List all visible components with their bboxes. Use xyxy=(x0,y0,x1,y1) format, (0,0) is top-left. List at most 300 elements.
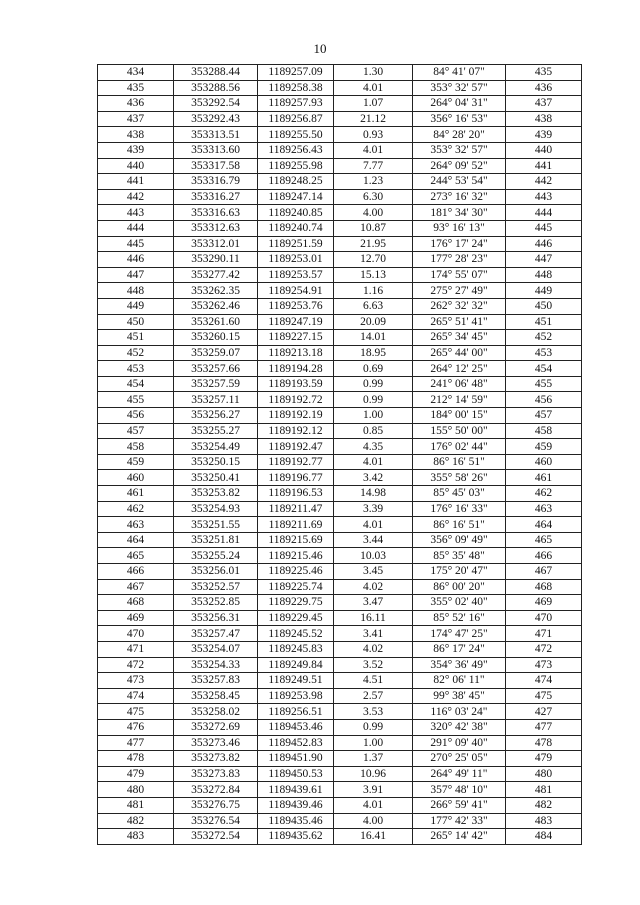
cell-x-coordinate: 353312.63 xyxy=(174,220,258,236)
cell-next-point: 457 xyxy=(506,408,582,424)
cell-bearing: 99° 38' 45" xyxy=(413,688,506,704)
cell-distance: 4.51 xyxy=(334,673,413,689)
cell-next-point: 470 xyxy=(506,610,582,626)
cell-y-coordinate: 1189256.87 xyxy=(258,111,334,127)
cell-x-coordinate: 353260.15 xyxy=(174,330,258,346)
cell-x-coordinate: 353273.83 xyxy=(174,766,258,782)
cell-x-coordinate: 353273.46 xyxy=(174,735,258,751)
cell-x-coordinate: 353254.33 xyxy=(174,657,258,673)
table-row xyxy=(98,220,582,236)
cell-next-point: 481 xyxy=(506,782,582,798)
cell-point-number: 453 xyxy=(98,361,174,377)
cell-x-coordinate: 353272.54 xyxy=(174,829,258,845)
cell-point-number: 450 xyxy=(98,314,174,330)
cell-x-coordinate: 353256.31 xyxy=(174,610,258,626)
cell-distance: 4.01 xyxy=(334,517,413,533)
cell-x-coordinate: 353316.27 xyxy=(174,189,258,205)
cell-point-number: 474 xyxy=(98,688,174,704)
cell-next-point: 455 xyxy=(506,376,582,392)
table-row xyxy=(98,735,582,751)
cell-x-coordinate: 353288.56 xyxy=(174,80,258,96)
table-row xyxy=(98,797,582,813)
table-row xyxy=(98,688,582,704)
cell-next-point: 469 xyxy=(506,595,582,611)
cell-next-point: 478 xyxy=(506,735,582,751)
cell-y-coordinate: 1189453.46 xyxy=(258,719,334,735)
cell-bearing: 116° 03' 24" xyxy=(413,704,506,720)
cell-x-coordinate: 353253.82 xyxy=(174,486,258,502)
table-row xyxy=(98,65,582,81)
table-row xyxy=(98,189,582,205)
cell-distance: 3.53 xyxy=(334,704,413,720)
cell-y-coordinate: 1189229.45 xyxy=(258,610,334,626)
cell-y-coordinate: 1189439.46 xyxy=(258,797,334,813)
cell-bearing: 85° 52' 16" xyxy=(413,610,506,626)
cell-bearing: 264° 49' 11" xyxy=(413,766,506,782)
cell-bearing: 86° 16' 51" xyxy=(413,517,506,533)
cell-next-point: 440 xyxy=(506,142,582,158)
cell-x-coordinate: 353251.81 xyxy=(174,532,258,548)
table-row xyxy=(98,517,582,533)
table-row xyxy=(98,392,582,408)
cell-next-point: 465 xyxy=(506,532,582,548)
cell-y-coordinate: 1189215.69 xyxy=(258,532,334,548)
cell-bearing: 174° 55' 07" xyxy=(413,267,506,283)
cell-distance: 4.01 xyxy=(334,80,413,96)
table-row xyxy=(98,719,582,735)
cell-point-number: 470 xyxy=(98,626,174,642)
cell-bearing: 85° 45' 03" xyxy=(413,486,506,502)
cell-point-number: 468 xyxy=(98,595,174,611)
cell-x-coordinate: 353259.07 xyxy=(174,345,258,361)
cell-point-number: 463 xyxy=(98,517,174,533)
cell-point-number: 443 xyxy=(98,205,174,221)
cell-next-point: 463 xyxy=(506,501,582,517)
table-row xyxy=(98,345,582,361)
cell-point-number: 475 xyxy=(98,704,174,720)
cell-distance: 3.45 xyxy=(334,564,413,580)
cell-bearing: 353° 32' 57" xyxy=(413,80,506,96)
cell-y-coordinate: 1189192.12 xyxy=(258,423,334,439)
cell-distance: 1.23 xyxy=(334,174,413,190)
cell-next-point: 447 xyxy=(506,252,582,268)
cell-point-number: 447 xyxy=(98,267,174,283)
cell-next-point: 454 xyxy=(506,361,582,377)
cell-point-number: 445 xyxy=(98,236,174,252)
cell-x-coordinate: 353257.83 xyxy=(174,673,258,689)
cell-y-coordinate: 1189211.47 xyxy=(258,501,334,517)
cell-next-point: 443 xyxy=(506,189,582,205)
cell-point-number: 482 xyxy=(98,813,174,829)
cell-y-coordinate: 1189257.93 xyxy=(258,96,334,112)
cell-point-number: 441 xyxy=(98,174,174,190)
table-row xyxy=(98,641,582,657)
cell-bearing: 320° 42' 38" xyxy=(413,719,506,735)
cell-bearing: 355° 02' 40" xyxy=(413,595,506,611)
cell-x-coordinate: 353316.63 xyxy=(174,205,258,221)
cell-y-coordinate: 1189249.51 xyxy=(258,673,334,689)
table-row xyxy=(98,330,582,346)
table-row xyxy=(98,423,582,439)
cell-distance: 21.12 xyxy=(334,111,413,127)
cell-next-point: 466 xyxy=(506,548,582,564)
cell-bearing: 86° 16' 51" xyxy=(413,454,506,470)
cell-bearing: 265° 14' 42" xyxy=(413,829,506,845)
cell-y-coordinate: 1189193.59 xyxy=(258,376,334,392)
cell-next-point: 472 xyxy=(506,641,582,657)
cell-distance: 1.00 xyxy=(334,735,413,751)
cell-y-coordinate: 1189451.90 xyxy=(258,751,334,767)
cell-y-coordinate: 1189254.91 xyxy=(258,283,334,299)
cell-y-coordinate: 1189240.74 xyxy=(258,220,334,236)
cell-bearing: 356° 09' 49" xyxy=(413,532,506,548)
cell-bearing: 355° 58' 26" xyxy=(413,470,506,486)
table-row xyxy=(98,408,582,424)
table-row xyxy=(98,532,582,548)
table-row xyxy=(98,96,582,112)
cell-distance: 10.96 xyxy=(334,766,413,782)
cell-next-point: 473 xyxy=(506,657,582,673)
cell-bearing: 155° 50' 00" xyxy=(413,423,506,439)
cell-bearing: 212° 14' 59" xyxy=(413,392,506,408)
cell-point-number: 462 xyxy=(98,501,174,517)
cell-x-coordinate: 353257.11 xyxy=(174,392,258,408)
cell-y-coordinate: 1189257.09 xyxy=(258,65,334,81)
cell-y-coordinate: 1189229.75 xyxy=(258,595,334,611)
cell-y-coordinate: 1189253.01 xyxy=(258,252,334,268)
table-row xyxy=(98,470,582,486)
cell-x-coordinate: 353292.54 xyxy=(174,96,258,112)
cell-distance: 0.99 xyxy=(334,376,413,392)
table-row xyxy=(98,80,582,96)
cell-distance: 18.95 xyxy=(334,345,413,361)
cell-x-coordinate: 353262.35 xyxy=(174,283,258,299)
cell-bearing: 181° 34' 30" xyxy=(413,205,506,221)
cell-point-number: 448 xyxy=(98,283,174,299)
cell-bearing: 264° 09' 52" xyxy=(413,158,506,174)
cell-bearing: 177° 28' 23" xyxy=(413,252,506,268)
cell-x-coordinate: 353257.66 xyxy=(174,361,258,377)
cell-distance: 16.11 xyxy=(334,610,413,626)
cell-distance: 3.41 xyxy=(334,626,413,642)
cell-point-number: 479 xyxy=(98,766,174,782)
cell-point-number: 466 xyxy=(98,564,174,580)
table-row xyxy=(98,751,582,767)
cell-point-number: 451 xyxy=(98,330,174,346)
cell-y-coordinate: 1189215.46 xyxy=(258,548,334,564)
cell-distance: 10.03 xyxy=(334,548,413,564)
cell-point-number: 483 xyxy=(98,829,174,845)
cell-next-point: 453 xyxy=(506,345,582,361)
cell-bearing: 262° 32' 32" xyxy=(413,298,506,314)
cell-y-coordinate: 1189452.83 xyxy=(258,735,334,751)
cell-y-coordinate: 1189196.53 xyxy=(258,486,334,502)
cell-y-coordinate: 1189245.83 xyxy=(258,641,334,657)
cell-distance: 3.44 xyxy=(334,532,413,548)
cell-bearing: 84° 41' 07" xyxy=(413,65,506,81)
table-row xyxy=(98,564,582,580)
cell-y-coordinate: 1189192.19 xyxy=(258,408,334,424)
table-body xyxy=(98,65,582,845)
cell-point-number: 476 xyxy=(98,719,174,735)
cell-bearing: 86° 00' 20" xyxy=(413,579,506,595)
cell-bearing: 356° 16' 53" xyxy=(413,111,506,127)
cell-x-coordinate: 353277.42 xyxy=(174,267,258,283)
table-row xyxy=(98,267,582,283)
cell-next-point: 456 xyxy=(506,392,582,408)
cell-y-coordinate: 1189225.46 xyxy=(258,564,334,580)
cell-x-coordinate: 353250.15 xyxy=(174,454,258,470)
table-row xyxy=(98,142,582,158)
cell-bearing: 176° 16' 33" xyxy=(413,501,506,517)
cell-x-coordinate: 353276.54 xyxy=(174,813,258,829)
cell-distance: 1.30 xyxy=(334,65,413,81)
cell-y-coordinate: 1189258.38 xyxy=(258,80,334,96)
cell-distance: 0.85 xyxy=(334,423,413,439)
table-row xyxy=(98,174,582,190)
cell-distance: 4.02 xyxy=(334,579,413,595)
cell-distance: 0.99 xyxy=(334,392,413,408)
table-row xyxy=(98,595,582,611)
cell-y-coordinate: 1189247.14 xyxy=(258,189,334,205)
cell-y-coordinate: 1189435.62 xyxy=(258,829,334,845)
coordinates-table xyxy=(97,64,582,845)
table-row xyxy=(98,766,582,782)
cell-distance: 6.30 xyxy=(334,189,413,205)
cell-bearing: 265° 51' 41" xyxy=(413,314,506,330)
table-row xyxy=(98,127,582,143)
cell-distance: 3.47 xyxy=(334,595,413,611)
cell-bearing: 93° 16' 13" xyxy=(413,220,506,236)
cell-x-coordinate: 353276.75 xyxy=(174,797,258,813)
cell-x-coordinate: 353254.93 xyxy=(174,501,258,517)
cell-distance: 2.57 xyxy=(334,688,413,704)
cell-bearing: 264° 04' 31" xyxy=(413,96,506,112)
cell-next-point: 460 xyxy=(506,454,582,470)
cell-x-coordinate: 353261.60 xyxy=(174,314,258,330)
cell-distance: 1.16 xyxy=(334,283,413,299)
cell-x-coordinate: 353273.82 xyxy=(174,751,258,767)
cell-next-point: 484 xyxy=(506,829,582,845)
cell-distance: 21.95 xyxy=(334,236,413,252)
table-row xyxy=(98,501,582,517)
cell-x-coordinate: 353258.45 xyxy=(174,688,258,704)
table-row xyxy=(98,548,582,564)
cell-x-coordinate: 353254.49 xyxy=(174,439,258,455)
table-row xyxy=(98,236,582,252)
cell-next-point: 436 xyxy=(506,80,582,96)
cell-y-coordinate: 1189450.53 xyxy=(258,766,334,782)
cell-next-point: 459 xyxy=(506,439,582,455)
cell-bearing: 273° 16' 32" xyxy=(413,189,506,205)
cell-next-point: 441 xyxy=(506,158,582,174)
cell-bearing: 265° 34' 45" xyxy=(413,330,506,346)
cell-x-coordinate: 353272.69 xyxy=(174,719,258,735)
cell-distance: 3.52 xyxy=(334,657,413,673)
cell-distance: 7.77 xyxy=(334,158,413,174)
cell-next-point: 477 xyxy=(506,719,582,735)
cell-x-coordinate: 353313.51 xyxy=(174,127,258,143)
cell-distance: 0.69 xyxy=(334,361,413,377)
table-row xyxy=(98,610,582,626)
cell-point-number: 472 xyxy=(98,657,174,673)
cell-y-coordinate: 1189249.84 xyxy=(258,657,334,673)
table-row xyxy=(98,673,582,689)
cell-point-number: 473 xyxy=(98,673,174,689)
cell-y-coordinate: 1189192.72 xyxy=(258,392,334,408)
table-row xyxy=(98,314,582,330)
cell-x-coordinate: 353288.44 xyxy=(174,65,258,81)
table-row xyxy=(98,158,582,174)
cell-bearing: 275° 27' 49" xyxy=(413,283,506,299)
cell-next-point: 452 xyxy=(506,330,582,346)
cell-next-point: 442 xyxy=(506,174,582,190)
cell-bearing: 176° 17' 24" xyxy=(413,236,506,252)
cell-next-point: 480 xyxy=(506,766,582,782)
cell-point-number: 437 xyxy=(98,111,174,127)
cell-point-number: 477 xyxy=(98,735,174,751)
cell-next-point: 461 xyxy=(506,470,582,486)
cell-x-coordinate: 353272.84 xyxy=(174,782,258,798)
cell-point-number: 481 xyxy=(98,797,174,813)
table-row xyxy=(98,657,582,673)
cell-bearing: 86° 17' 24" xyxy=(413,641,506,657)
table-row xyxy=(98,486,582,502)
cell-distance: 6.63 xyxy=(334,298,413,314)
cell-distance: 14.98 xyxy=(334,486,413,502)
cell-x-coordinate: 353256.01 xyxy=(174,564,258,580)
cell-x-coordinate: 353250.41 xyxy=(174,470,258,486)
cell-x-coordinate: 353317.58 xyxy=(174,158,258,174)
cell-y-coordinate: 1189435.46 xyxy=(258,813,334,829)
cell-point-number: 461 xyxy=(98,486,174,502)
cell-x-coordinate: 353290.11 xyxy=(174,252,258,268)
table-row xyxy=(98,205,582,221)
cell-next-point: 446 xyxy=(506,236,582,252)
cell-x-coordinate: 353255.27 xyxy=(174,423,258,439)
cell-next-point: 475 xyxy=(506,688,582,704)
cell-bearing: 357° 48' 10" xyxy=(413,782,506,798)
cell-next-point: 468 xyxy=(506,579,582,595)
cell-y-coordinate: 1189253.76 xyxy=(258,298,334,314)
cell-distance: 4.01 xyxy=(334,142,413,158)
cell-distance: 3.42 xyxy=(334,470,413,486)
cell-y-coordinate: 1189256.43 xyxy=(258,142,334,158)
cell-point-number: 452 xyxy=(98,345,174,361)
cell-x-coordinate: 353255.24 xyxy=(174,548,258,564)
table-row xyxy=(98,782,582,798)
cell-x-coordinate: 353252.85 xyxy=(174,595,258,611)
cell-distance: 4.02 xyxy=(334,641,413,657)
table-row xyxy=(98,704,582,720)
cell-bearing: 85° 35' 48" xyxy=(413,548,506,564)
cell-x-coordinate: 353256.27 xyxy=(174,408,258,424)
cell-bearing: 265° 44' 00" xyxy=(413,345,506,361)
cell-distance: 4.00 xyxy=(334,813,413,829)
cell-distance: 4.01 xyxy=(334,454,413,470)
cell-bearing: 174° 47' 25" xyxy=(413,626,506,642)
table-row xyxy=(98,439,582,455)
cell-bearing: 177° 42' 33" xyxy=(413,813,506,829)
cell-y-coordinate: 1189192.77 xyxy=(258,454,334,470)
cell-point-number: 456 xyxy=(98,408,174,424)
cell-distance: 15.13 xyxy=(334,267,413,283)
cell-next-point: 479 xyxy=(506,751,582,767)
cell-point-number: 454 xyxy=(98,376,174,392)
cell-x-coordinate: 353254.07 xyxy=(174,641,258,657)
cell-x-coordinate: 353262.46 xyxy=(174,298,258,314)
cell-next-point: 464 xyxy=(506,517,582,533)
cell-next-point: 439 xyxy=(506,127,582,143)
table-row xyxy=(98,111,582,127)
table-row xyxy=(98,298,582,314)
cell-bearing: 266° 59' 41" xyxy=(413,797,506,813)
cell-y-coordinate: 1189255.98 xyxy=(258,158,334,174)
cell-point-number: 435 xyxy=(98,80,174,96)
cell-y-coordinate: 1189256.51 xyxy=(258,704,334,720)
cell-y-coordinate: 1189253.57 xyxy=(258,267,334,283)
cell-y-coordinate: 1189245.52 xyxy=(258,626,334,642)
cell-point-number: 458 xyxy=(98,439,174,455)
cell-distance: 16.41 xyxy=(334,829,413,845)
cell-next-point: 444 xyxy=(506,205,582,221)
cell-point-number: 467 xyxy=(98,579,174,595)
cell-point-number: 442 xyxy=(98,189,174,205)
cell-x-coordinate: 353312.01 xyxy=(174,236,258,252)
cell-point-number: 471 xyxy=(98,641,174,657)
cell-distance: 1.00 xyxy=(334,408,413,424)
cell-x-coordinate: 353257.59 xyxy=(174,376,258,392)
cell-y-coordinate: 1189194.28 xyxy=(258,361,334,377)
cell-point-number: 455 xyxy=(98,392,174,408)
cell-point-number: 464 xyxy=(98,532,174,548)
cell-point-number: 449 xyxy=(98,298,174,314)
cell-next-point: 438 xyxy=(506,111,582,127)
cell-y-coordinate: 1189240.85 xyxy=(258,205,334,221)
cell-bearing: 241° 06' 48" xyxy=(413,376,506,392)
cell-next-point: 449 xyxy=(506,283,582,299)
cell-next-point: 445 xyxy=(506,220,582,236)
cell-distance: 4.35 xyxy=(334,439,413,455)
cell-y-coordinate: 1189211.69 xyxy=(258,517,334,533)
cell-next-point: 467 xyxy=(506,564,582,580)
cell-y-coordinate: 1189248.25 xyxy=(258,174,334,190)
cell-point-number: 440 xyxy=(98,158,174,174)
cell-next-point: 427 xyxy=(506,704,582,720)
cell-y-coordinate: 1189213.18 xyxy=(258,345,334,361)
cell-distance: 3.91 xyxy=(334,782,413,798)
cell-x-coordinate: 353252.57 xyxy=(174,579,258,595)
cell-distance: 20.09 xyxy=(334,314,413,330)
table-row xyxy=(98,252,582,268)
table-row xyxy=(98,454,582,470)
cell-x-coordinate: 353258.02 xyxy=(174,704,258,720)
cell-point-number: 457 xyxy=(98,423,174,439)
cell-y-coordinate: 1189439.61 xyxy=(258,782,334,798)
cell-point-number: 438 xyxy=(98,127,174,143)
cell-next-point: 437 xyxy=(506,96,582,112)
cell-next-point: 450 xyxy=(506,298,582,314)
cell-y-coordinate: 1189247.19 xyxy=(258,314,334,330)
cell-point-number: 439 xyxy=(98,142,174,158)
cell-x-coordinate: 353257.47 xyxy=(174,626,258,642)
cell-distance: 14.01 xyxy=(334,330,413,346)
page-number: 10 xyxy=(313,41,327,56)
cell-distance: 0.99 xyxy=(334,719,413,735)
cell-x-coordinate: 353251.55 xyxy=(174,517,258,533)
cell-distance: 10.87 xyxy=(334,220,413,236)
cell-y-coordinate: 1189192.47 xyxy=(258,439,334,455)
